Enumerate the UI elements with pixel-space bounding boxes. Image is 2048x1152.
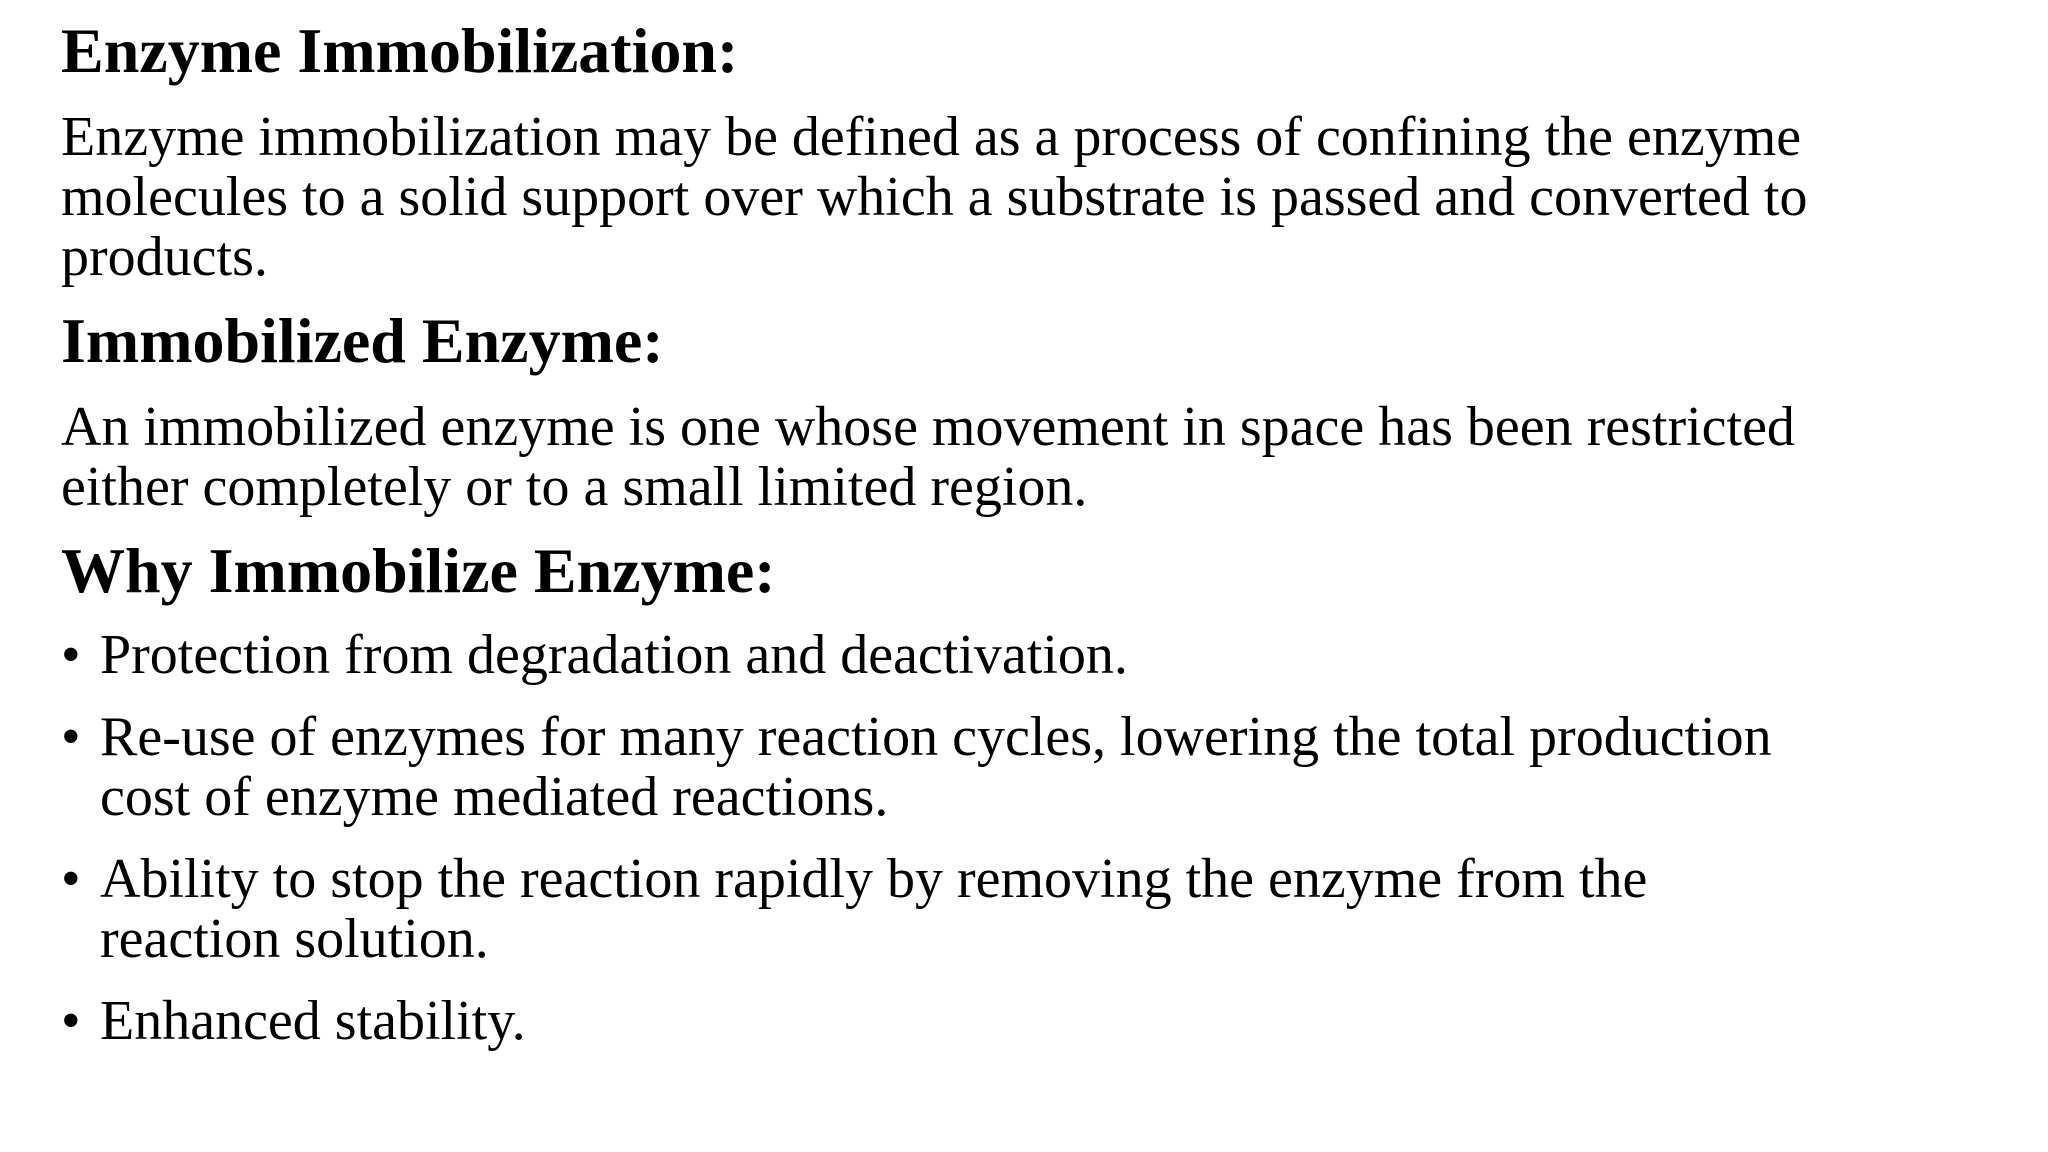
immobilized-line: An immobilized enzyme is one whose movement in space has been restricted bbox=[61, 396, 1795, 458]
heading-immobilized-enzyme: Immobilized Enzyme: bbox=[61, 305, 664, 376]
definition-paragraph bbox=[61, 107, 1807, 287]
definition-line: products. bbox=[61, 226, 268, 288]
reasons-list bbox=[61, 625, 1772, 1073]
bullet-icon: • bbox=[61, 624, 81, 686]
definition-line: Enzyme immobilization may be defined as a process of confining the enzyme bbox=[61, 106, 1802, 168]
immobilized-line: either completely or to a small limited region. bbox=[61, 456, 1088, 518]
bullet-icon: • bbox=[61, 990, 81, 1052]
list-item bbox=[61, 625, 1772, 685]
list-item-text: cost of enzyme mediated reactions. bbox=[100, 766, 889, 828]
list-item-text: Ability to stop the reaction rapidly by removing the enzyme from the bbox=[100, 848, 1648, 910]
bullet-icon: • bbox=[61, 848, 81, 910]
bullet-icon: • bbox=[61, 706, 81, 768]
list-item bbox=[61, 849, 1772, 969]
list-item-text: Enhanced stability. bbox=[100, 990, 526, 1052]
list-item bbox=[61, 991, 1772, 1051]
list-item bbox=[61, 707, 1772, 827]
immobilized-paragraph bbox=[61, 397, 1795, 517]
heading-enzyme-immobilization: Enzyme Immobilization: bbox=[61, 15, 739, 86]
definition-line: molecules to a solid support over which a substrate is passed and converted to bbox=[61, 166, 1808, 228]
list-item-text: Re-use of enzymes for many reaction cycles, lowering the total production bbox=[100, 706, 1772, 768]
list-item-text: Protection from degradation and deactivation. bbox=[100, 624, 1128, 686]
list-item-text: reaction solution. bbox=[100, 908, 489, 970]
heading-why-immobilize: Why Immobilize Enzyme: bbox=[61, 535, 776, 606]
